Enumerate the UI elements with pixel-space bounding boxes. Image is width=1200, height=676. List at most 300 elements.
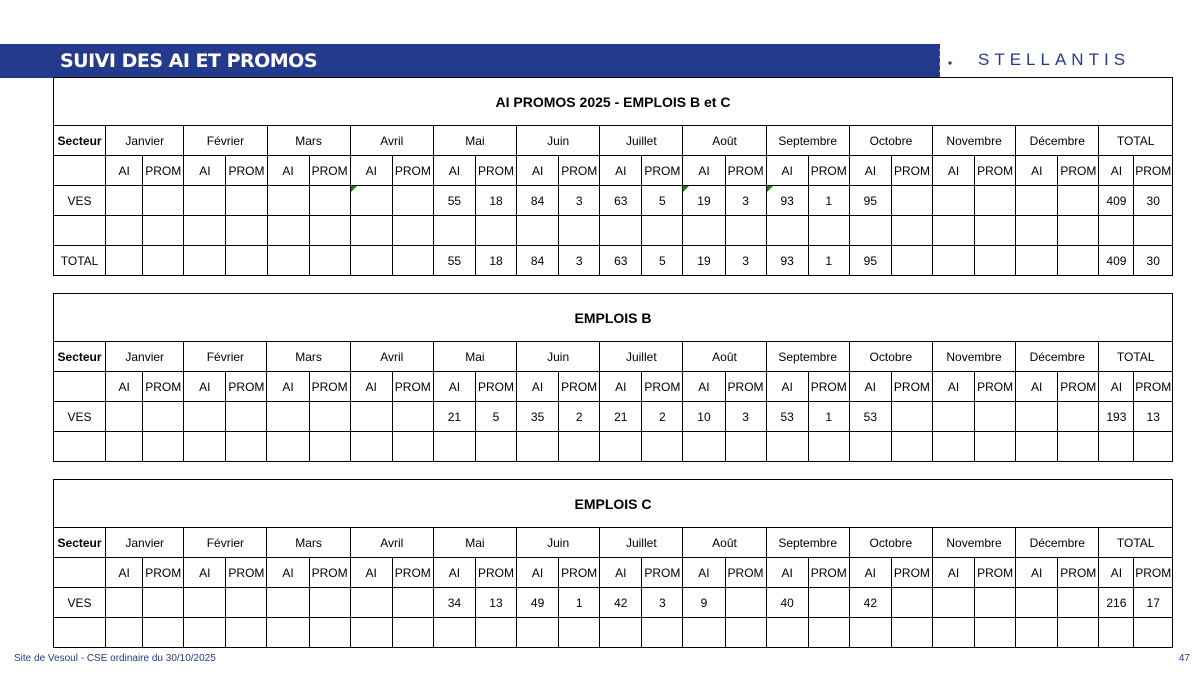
prom-header: PROM bbox=[392, 372, 433, 402]
page-title: SUIVI DES AI ET PROMOS bbox=[60, 50, 318, 72]
table-cell bbox=[350, 216, 392, 246]
table-cell: 30 bbox=[1134, 186, 1173, 216]
table-cell bbox=[226, 432, 267, 462]
table-cell bbox=[766, 618, 808, 648]
table-cell bbox=[891, 246, 932, 276]
ai-header: AI bbox=[1016, 372, 1058, 402]
table-cell bbox=[350, 402, 392, 432]
ai-header: AI bbox=[683, 372, 725, 402]
ai-header: AI bbox=[433, 372, 475, 402]
row-label bbox=[54, 432, 106, 462]
table-cell bbox=[891, 186, 932, 216]
table-cell: 21 bbox=[600, 402, 642, 432]
ai-header: AI bbox=[766, 372, 808, 402]
month-header-row bbox=[54, 126, 1173, 156]
ai-header: AI bbox=[600, 156, 642, 186]
table-cell bbox=[106, 216, 143, 246]
month-header: Novembre bbox=[933, 126, 1016, 156]
month-header-row bbox=[54, 342, 1173, 372]
table-cell bbox=[933, 186, 975, 216]
table-cell bbox=[143, 618, 184, 648]
month-header: Octobre bbox=[849, 126, 932, 156]
month-header: Septembre bbox=[766, 342, 849, 372]
table-cell bbox=[559, 432, 600, 462]
table-cell bbox=[725, 216, 766, 246]
table-cell bbox=[808, 618, 849, 648]
table-cell bbox=[766, 432, 808, 462]
table-cell bbox=[475, 432, 516, 462]
table-cell bbox=[1134, 216, 1173, 246]
table-cell: 5 bbox=[642, 186, 683, 216]
month-header: TOTAL bbox=[1099, 342, 1173, 372]
table-cell bbox=[184, 402, 226, 432]
table-cell bbox=[517, 216, 559, 246]
ai-header: AI bbox=[1099, 558, 1134, 588]
month-header: Décembre bbox=[1016, 528, 1099, 558]
table-cell bbox=[932, 588, 974, 618]
table-cell bbox=[309, 618, 350, 648]
month-header: Mars bbox=[267, 126, 350, 156]
table-cell bbox=[350, 186, 392, 216]
table-cell bbox=[226, 246, 267, 276]
table-cell: 2 bbox=[559, 402, 600, 432]
ai-prom-header-row bbox=[54, 156, 1173, 186]
prom-header: PROM bbox=[975, 558, 1016, 588]
table-cell bbox=[267, 588, 309, 618]
table-cell: 53 bbox=[849, 402, 891, 432]
table-cell: 13 bbox=[475, 588, 516, 618]
month-header: Avril bbox=[350, 528, 433, 558]
ai-header: AI bbox=[600, 372, 642, 402]
table-cell bbox=[309, 246, 350, 276]
prom-header: PROM bbox=[642, 156, 683, 186]
table-row bbox=[54, 402, 1173, 432]
ai-header: AI bbox=[433, 558, 475, 588]
table-cell bbox=[932, 618, 974, 648]
table-cell: 1 bbox=[808, 186, 849, 216]
table-cell: 216 bbox=[1099, 588, 1134, 618]
ai-header: AI bbox=[932, 372, 974, 402]
table-cell bbox=[143, 432, 184, 462]
table-cell bbox=[1099, 618, 1134, 648]
month-header: Juin bbox=[517, 126, 600, 156]
table-title: EMPLOIS C bbox=[54, 480, 1173, 528]
table-cell bbox=[143, 402, 184, 432]
month-header: Juin bbox=[517, 342, 600, 372]
table-cell bbox=[600, 618, 642, 648]
table-cell bbox=[975, 186, 1016, 216]
table-cell: 35 bbox=[517, 402, 559, 432]
table-cell bbox=[1134, 618, 1173, 648]
table-cell bbox=[475, 618, 516, 648]
month-header: Octobre bbox=[849, 342, 932, 372]
row-label: VES bbox=[54, 402, 106, 432]
prom-header: PROM bbox=[891, 558, 932, 588]
prom-header: PROM bbox=[1058, 156, 1099, 186]
month-header: Août bbox=[683, 126, 766, 156]
ai-header: AI bbox=[1099, 156, 1134, 186]
table-cell bbox=[1016, 186, 1058, 216]
prom-header: PROM bbox=[808, 372, 849, 402]
month-header-row bbox=[54, 528, 1173, 558]
table-cell: 17 bbox=[1134, 588, 1173, 618]
month-header: Mars bbox=[267, 528, 350, 558]
table-cell: 55 bbox=[433, 186, 475, 216]
table-cell bbox=[600, 216, 642, 246]
table-cell: 10 bbox=[683, 402, 725, 432]
table-title: AI PROMOS 2025 - EMPLOIS B et C bbox=[54, 78, 1173, 126]
prom-header: PROM bbox=[475, 156, 516, 186]
ai-header: AI bbox=[106, 372, 143, 402]
table-cell bbox=[1058, 588, 1099, 618]
table-row bbox=[54, 432, 1173, 462]
table-cell: 34 bbox=[433, 588, 475, 618]
prom-header: PROM bbox=[975, 156, 1016, 186]
table-cell bbox=[975, 432, 1016, 462]
table-cell bbox=[350, 588, 392, 618]
month-header: Février bbox=[184, 126, 267, 156]
prom-header: PROM bbox=[891, 372, 932, 402]
table-cell bbox=[891, 432, 932, 462]
prom-header: PROM bbox=[309, 558, 350, 588]
table-cell bbox=[143, 216, 184, 246]
ai-header: AI bbox=[350, 372, 392, 402]
row-label bbox=[54, 618, 106, 648]
ai-header: AI bbox=[766, 156, 808, 186]
table-cell bbox=[392, 246, 433, 276]
table-cell bbox=[849, 216, 891, 246]
table-cell bbox=[933, 216, 975, 246]
ai-header: AI bbox=[849, 156, 891, 186]
table-cell bbox=[106, 588, 143, 618]
prom-header: PROM bbox=[392, 558, 433, 588]
table-cell bbox=[559, 216, 600, 246]
month-header: Décembre bbox=[1016, 126, 1099, 156]
table-cell bbox=[267, 186, 309, 216]
table-cell bbox=[1058, 402, 1099, 432]
secteur-header: Secteur bbox=[54, 528, 106, 558]
table-cell bbox=[226, 186, 267, 216]
table-cell bbox=[392, 186, 433, 216]
table-cell bbox=[106, 402, 143, 432]
table-cell bbox=[891, 618, 932, 648]
table-cell bbox=[350, 618, 392, 648]
table-cell bbox=[891, 216, 932, 246]
table-cell bbox=[1016, 402, 1058, 432]
table-cell bbox=[517, 432, 559, 462]
table-cell: 9 bbox=[683, 588, 725, 618]
prom-header: PROM bbox=[808, 156, 849, 186]
table-cell bbox=[1016, 246, 1058, 276]
month-header: Juin bbox=[517, 528, 600, 558]
month-header: Juillet bbox=[600, 342, 683, 372]
table-cell: 63 bbox=[600, 246, 642, 276]
prom-header: PROM bbox=[975, 372, 1016, 402]
table-ai-promos bbox=[53, 77, 1173, 276]
table-cell bbox=[106, 186, 143, 216]
table-cell: 3 bbox=[559, 246, 600, 276]
prom-header: PROM bbox=[309, 372, 350, 402]
table-cell bbox=[725, 588, 766, 618]
table-cell: 95 bbox=[849, 186, 891, 216]
month-header: Mars bbox=[267, 342, 350, 372]
ai-header: AI bbox=[184, 558, 226, 588]
empty-cell bbox=[54, 372, 106, 402]
table-cell bbox=[975, 402, 1016, 432]
prom-header: PROM bbox=[642, 372, 683, 402]
month-header: Septembre bbox=[766, 126, 849, 156]
empty-cell bbox=[54, 558, 106, 588]
table-title: EMPLOIS B bbox=[54, 294, 1173, 342]
table-cell bbox=[143, 246, 184, 276]
table-cell: 19 bbox=[683, 246, 725, 276]
prom-header: PROM bbox=[226, 372, 267, 402]
month-header: Septembre bbox=[766, 528, 849, 558]
prom-header: PROM bbox=[725, 156, 766, 186]
table-cell: 3 bbox=[642, 588, 683, 618]
table-cell bbox=[849, 618, 891, 648]
prom-header: PROM bbox=[143, 156, 184, 186]
prom-header: PROM bbox=[642, 558, 683, 588]
table-cell bbox=[932, 432, 974, 462]
prom-header: PROM bbox=[475, 558, 516, 588]
prom-header: PROM bbox=[808, 558, 849, 588]
ai-header: AI bbox=[683, 558, 725, 588]
ai-header: AI bbox=[932, 558, 974, 588]
ai-header: AI bbox=[517, 372, 559, 402]
prom-header: PROM bbox=[143, 558, 184, 588]
prom-header: PROM bbox=[725, 558, 766, 588]
table-cell bbox=[392, 216, 433, 246]
table-cell: 193 bbox=[1099, 402, 1134, 432]
month-header: Mai bbox=[433, 342, 516, 372]
stellantis-logo-icon bbox=[936, 46, 956, 76]
ai-header: AI bbox=[849, 558, 891, 588]
table-cell bbox=[725, 618, 766, 648]
table-cell bbox=[808, 588, 849, 618]
table-cell: 1 bbox=[559, 588, 600, 618]
table-cell: 1 bbox=[808, 402, 849, 432]
table-cell bbox=[309, 216, 350, 246]
table-cell: 93 bbox=[766, 246, 808, 276]
table-cell bbox=[600, 432, 642, 462]
table-cell bbox=[1134, 432, 1173, 462]
table-cell bbox=[433, 432, 475, 462]
ai-header: AI bbox=[1016, 156, 1058, 186]
table-cell bbox=[1016, 588, 1058, 618]
month-header: Février bbox=[184, 342, 267, 372]
table-cell bbox=[392, 618, 433, 648]
table-cell bbox=[808, 216, 849, 246]
table-cell bbox=[184, 246, 226, 276]
month-header: Février bbox=[184, 528, 267, 558]
table-cell: 95 bbox=[849, 246, 891, 276]
table-cell bbox=[517, 618, 559, 648]
table-cell bbox=[267, 216, 309, 246]
table-row bbox=[54, 618, 1173, 648]
month-header: Décembre bbox=[1016, 342, 1099, 372]
prom-header: PROM bbox=[226, 558, 267, 588]
table-row bbox=[54, 246, 1173, 276]
row-label: VES bbox=[54, 588, 106, 618]
ai-header: AI bbox=[267, 156, 309, 186]
table-cell: 2 bbox=[642, 402, 683, 432]
table-cell bbox=[849, 432, 891, 462]
secteur-header: Secteur bbox=[54, 126, 106, 156]
table-cell bbox=[1058, 216, 1099, 246]
table-cell bbox=[1058, 432, 1099, 462]
ai-header: AI bbox=[517, 156, 559, 186]
table-cell bbox=[1016, 432, 1058, 462]
table-cell bbox=[475, 216, 516, 246]
table-cell bbox=[975, 588, 1016, 618]
ai-header: AI bbox=[267, 372, 309, 402]
table-emplois-b bbox=[53, 293, 1173, 462]
table-cell bbox=[975, 246, 1016, 276]
table-cell bbox=[392, 432, 433, 462]
table-cell bbox=[766, 216, 808, 246]
table-cell bbox=[642, 216, 683, 246]
table-cell: 13 bbox=[1134, 402, 1173, 432]
month-header: Avril bbox=[350, 126, 433, 156]
month-header: Janvier bbox=[106, 342, 184, 372]
ai-header: AI bbox=[184, 156, 226, 186]
table-cell bbox=[725, 432, 766, 462]
table-cell: 93 bbox=[766, 186, 808, 216]
table-cell: 30 bbox=[1134, 246, 1173, 276]
row-label: VES bbox=[54, 186, 106, 216]
ai-header: AI bbox=[433, 156, 475, 186]
row-label bbox=[54, 216, 106, 246]
month-header: Juillet bbox=[600, 126, 683, 156]
table-cell bbox=[184, 618, 226, 648]
table-title-row bbox=[54, 294, 1173, 342]
prom-header: PROM bbox=[1058, 372, 1099, 402]
month-header: Juillet bbox=[600, 528, 683, 558]
prom-header: PROM bbox=[1058, 558, 1099, 588]
comment-marker-icon bbox=[351, 186, 357, 192]
prom-header: PROM bbox=[1134, 558, 1173, 588]
table-title-row bbox=[54, 78, 1173, 126]
table-cell bbox=[932, 402, 974, 432]
ai-header: AI bbox=[683, 156, 725, 186]
table-cell bbox=[683, 216, 725, 246]
ai-header: AI bbox=[933, 156, 975, 186]
ai-header: AI bbox=[1099, 372, 1134, 402]
table-cell: 409 bbox=[1099, 246, 1134, 276]
table-cell bbox=[891, 402, 932, 432]
table-cell bbox=[106, 246, 143, 276]
table-cell bbox=[433, 216, 475, 246]
table-cell bbox=[1058, 186, 1099, 216]
table-cell bbox=[106, 432, 143, 462]
month-header: Août bbox=[683, 342, 766, 372]
table-cell bbox=[309, 186, 350, 216]
prom-header: PROM bbox=[392, 156, 433, 186]
table-cell bbox=[683, 618, 725, 648]
prom-header: PROM bbox=[559, 558, 600, 588]
table-emplois-c bbox=[53, 479, 1173, 648]
comment-marker-icon bbox=[683, 186, 689, 192]
footer-text: Site de Vesoul - CSE ordinaire du 30/10/2025 bbox=[14, 653, 216, 664]
table-cell bbox=[1099, 216, 1134, 246]
table-cell bbox=[226, 402, 267, 432]
table-cell: 3 bbox=[725, 186, 766, 216]
table-cell: 18 bbox=[475, 186, 516, 216]
table-cell bbox=[184, 186, 226, 216]
ai-header: AI bbox=[849, 372, 891, 402]
prom-header: PROM bbox=[891, 156, 932, 186]
table-cell: 84 bbox=[517, 186, 559, 216]
ai-prom-header-row bbox=[54, 558, 1173, 588]
ai-header: AI bbox=[517, 558, 559, 588]
table-cell bbox=[350, 432, 392, 462]
table-cell: 40 bbox=[766, 588, 808, 618]
table-cell bbox=[184, 432, 226, 462]
prom-header: PROM bbox=[226, 156, 267, 186]
table-cell bbox=[392, 588, 433, 618]
table-cell bbox=[309, 588, 350, 618]
table-cell bbox=[267, 618, 309, 648]
row-label: TOTAL bbox=[54, 246, 106, 276]
prom-header: PROM bbox=[725, 372, 766, 402]
table-cell bbox=[1099, 432, 1134, 462]
table-row bbox=[54, 216, 1173, 246]
table-cell bbox=[267, 402, 309, 432]
month-header: Mai bbox=[433, 126, 516, 156]
table-cell bbox=[975, 618, 1016, 648]
table-cell bbox=[433, 618, 475, 648]
month-header: Novembre bbox=[932, 528, 1015, 558]
ai-header: AI bbox=[350, 156, 392, 186]
table-cell bbox=[226, 588, 267, 618]
table-cell bbox=[1016, 618, 1058, 648]
page-number: 47 bbox=[1178, 653, 1190, 664]
table-cell: 42 bbox=[849, 588, 891, 618]
prom-header: PROM bbox=[143, 372, 184, 402]
table-cell: 18 bbox=[475, 246, 516, 276]
table-cell bbox=[226, 216, 267, 246]
prom-header: PROM bbox=[309, 156, 350, 186]
table-cell: 409 bbox=[1099, 186, 1134, 216]
table-cell: 63 bbox=[600, 186, 642, 216]
table-cell bbox=[267, 246, 309, 276]
table-cell: 1 bbox=[808, 246, 849, 276]
table-cell bbox=[309, 432, 350, 462]
table-cell bbox=[143, 186, 184, 216]
prom-header: PROM bbox=[1134, 372, 1173, 402]
table-cell bbox=[933, 246, 975, 276]
month-header: TOTAL bbox=[1099, 528, 1173, 558]
secteur-header: Secteur bbox=[54, 342, 106, 372]
ai-header: AI bbox=[600, 558, 642, 588]
empty-cell bbox=[54, 156, 106, 186]
ai-header: AI bbox=[766, 558, 808, 588]
table-cell: 84 bbox=[517, 246, 559, 276]
table-cell bbox=[642, 618, 683, 648]
prom-header: PROM bbox=[475, 372, 516, 402]
table-row bbox=[54, 186, 1173, 216]
table-cell bbox=[975, 216, 1016, 246]
month-header: Janvier bbox=[106, 528, 184, 558]
table-row bbox=[54, 588, 1173, 618]
month-header: TOTAL bbox=[1099, 126, 1173, 156]
table-cell: 49 bbox=[517, 588, 559, 618]
table-title-row bbox=[54, 480, 1173, 528]
table-cell: 21 bbox=[433, 402, 475, 432]
table-cell: 55 bbox=[433, 246, 475, 276]
ai-header: AI bbox=[184, 372, 226, 402]
